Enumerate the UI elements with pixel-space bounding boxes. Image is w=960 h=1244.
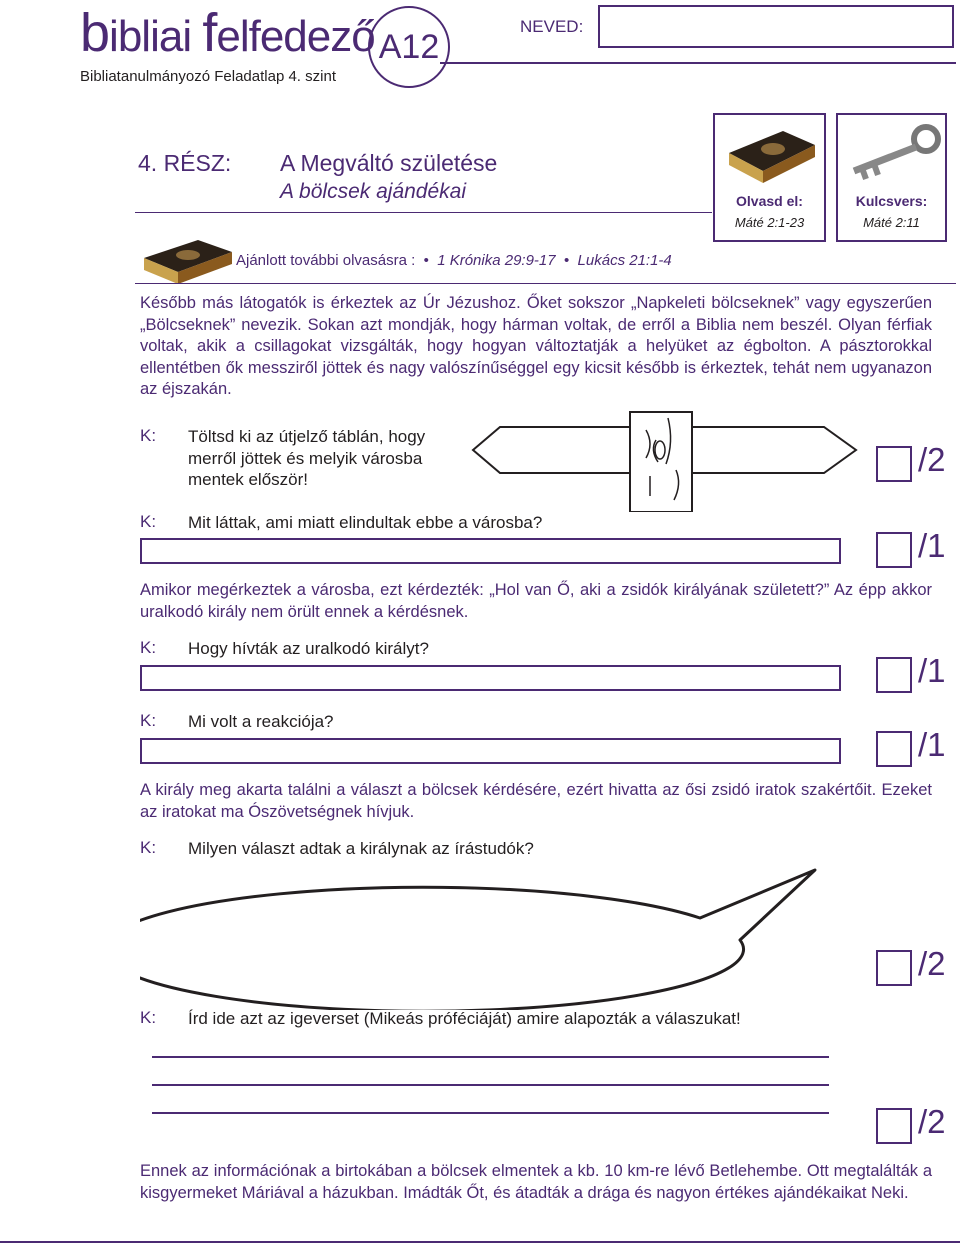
question-4: Mi volt a reakciója? xyxy=(188,712,334,731)
key-verse-reference: Máté 2:11 xyxy=(863,215,920,230)
further-reading-ref: Lukács 21:1-4 xyxy=(577,252,672,269)
score-label: /2 xyxy=(918,441,946,478)
book-icon xyxy=(723,123,819,189)
section-divider xyxy=(135,283,956,284)
lesson-subtitle: A bölcsek ajándékai xyxy=(280,180,467,203)
question-1-line: merről jöttek és melyik városba xyxy=(188,448,423,468)
question-1-line: Töltsd ki az útjelző táblán, hogy xyxy=(188,427,426,446)
answer-4-field[interactable] xyxy=(140,738,841,764)
read-card xyxy=(713,113,826,242)
footer-divider xyxy=(0,1241,960,1243)
answer-6-line[interactable] xyxy=(152,1056,829,1058)
question-2: Mit láttak, ami miatt elindultak ebbe a városba? xyxy=(188,513,543,532)
answer-3-field[interactable] xyxy=(140,665,841,691)
name-input[interactable] xyxy=(598,5,954,48)
score-label: /2 xyxy=(918,945,946,982)
question-5: Milyen választ adtak a királynak az írástudók? xyxy=(188,839,534,858)
question-marker: K: xyxy=(140,711,157,730)
score-checkbox[interactable] xyxy=(876,950,912,986)
question-marker: K: xyxy=(140,512,157,531)
score-checkbox[interactable] xyxy=(876,532,912,568)
intro-paragraph: Később más látogatók is érkeztek az Úr Jézushoz. Őket sokszor „Napkeleti bölcseknek” vagy egyszerűen „Bölcseknek” nevezik. Sokan azt mondják, hogy hárman voltak, de erről a Biblia nem beszél. Olyan férfiak voltak, akik a csillagokat vizsgálták, hogy hogyan változtatják a helyüket az égbolton. A pásztorokkal ellentétben ők messziről jöttek és nagy valószínűséggel egy kicsit később is érkeztek, tehát nem ugyanazon az éjszakán. xyxy=(140,294,932,398)
score-label: /2 xyxy=(918,1103,946,1140)
question-marker: K: xyxy=(140,1008,157,1027)
read-reference: Máté 2:1-23 xyxy=(734,215,805,230)
answer-5-speech-bubble[interactable] xyxy=(140,860,840,1010)
answer-6-line[interactable] xyxy=(152,1112,829,1114)
further-reading-ref: 1 Krónika 29:9-17 xyxy=(437,252,556,269)
city-paragraph: Amikor megérkeztek a városba, ezt kérdezték: „Hol van Ő, aki a zsidók királyának született?” Az épp akkor uralkodó király nem örült ennek a kérdésnek. xyxy=(140,581,932,621)
score-checkbox[interactable] xyxy=(876,657,912,693)
question-6: Írd ide azt az igeverset (Mikeás próféciáját) amire alapozták a válaszukat! xyxy=(188,1009,741,1028)
signpost xyxy=(470,410,860,512)
brand-logo: bibliai felfedező xyxy=(80,3,375,63)
ending-paragraph: Ennek az információnak a birtokában a bölcsek elmentek a kb. 10 km-re lévő Betlehembe. Ott megtalálták a kisgyermeket Máriával a házukban. Imádták Őt, és átadták a drága és nagyon értékes ajándékaikat Neki. xyxy=(140,1162,932,1202)
name-label: NEVED: xyxy=(520,17,584,36)
answer-6-line[interactable] xyxy=(152,1084,829,1086)
lesson-title: A Megváltó születése xyxy=(280,150,498,176)
question-marker: K: xyxy=(140,426,157,445)
key-verse-card xyxy=(836,113,947,242)
question-3: Hogy hívták az uralkodó királyt? xyxy=(188,639,429,658)
score-label: /1 xyxy=(918,527,946,564)
score-checkbox[interactable] xyxy=(876,1108,912,1144)
book-icon xyxy=(140,236,236,286)
worksheet-subtitle: Bibliatanulmányozó Feladatlap 4. szint xyxy=(80,68,336,85)
answer-2-field[interactable] xyxy=(140,538,841,564)
king-paragraph: A király meg akarta találni a választ a bölcsek kérdésére, ezért hivatta az ősi zsidó iratok szakértőit. Ezeket az iratokat ma Ószövetségnek hívjuk. xyxy=(140,781,932,821)
question-marker: K: xyxy=(140,838,157,857)
part-label: 4. RÉSZ: xyxy=(138,150,232,176)
question-1 xyxy=(188,426,425,491)
score-checkbox[interactable] xyxy=(876,731,912,767)
level-badge: A12 xyxy=(368,6,450,88)
score-checkbox[interactable] xyxy=(876,446,912,482)
question-1-line: mentek először! xyxy=(188,470,308,489)
score-label: /1 xyxy=(918,726,946,763)
key-icon xyxy=(842,121,946,187)
title-divider xyxy=(135,212,712,213)
further-reading-label: Ajánlott további olvasásra : xyxy=(236,252,416,269)
score-label: /1 xyxy=(918,652,946,689)
question-marker: K: xyxy=(140,638,157,657)
header-divider xyxy=(440,62,956,64)
key-verse-label: Kulcsvers: xyxy=(855,193,928,209)
further-reading: Ajánlott további olvasásra : • 1 Krónika 29:9-17 • Lukács 21:1-4 xyxy=(236,252,672,269)
read-label: Olvasd el: xyxy=(736,193,803,209)
